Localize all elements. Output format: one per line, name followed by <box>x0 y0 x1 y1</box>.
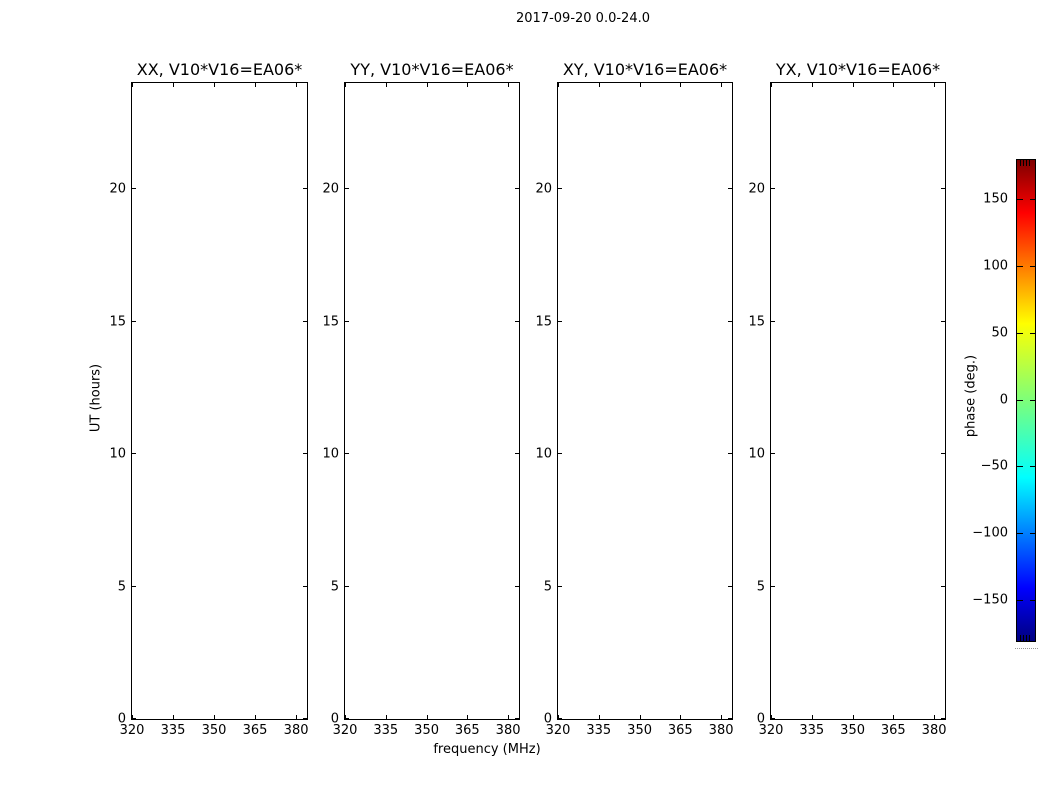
y-tick-mark <box>771 321 775 322</box>
colorbar-tick-mark <box>1030 400 1035 401</box>
colorbar-tick-label: 50 <box>991 325 1008 341</box>
x-tick-label: 320 <box>332 723 358 738</box>
x-tick-mark <box>255 715 256 719</box>
y-tick-label: 0 <box>330 711 339 727</box>
x-tick-label: 350 <box>627 723 653 738</box>
y-tick-label: 15 <box>748 314 765 329</box>
colorbar-tick-mark <box>1030 333 1035 334</box>
colorbar-tick-mark <box>1017 600 1023 601</box>
colorbar-minor-ticks-bottom <box>1020 635 1032 641</box>
y-tick-mark <box>558 321 562 322</box>
y-tick-label: 20 <box>535 181 552 197</box>
x-tick-mark <box>214 83 215 87</box>
x-tick-mark <box>296 715 297 719</box>
x-tick-mark <box>214 715 215 719</box>
x-tick-mark <box>812 83 813 87</box>
y-tick-label: 10 <box>535 446 552 462</box>
x-tick-label: 320 <box>545 723 571 738</box>
y-tick-label: 0 <box>756 711 765 727</box>
y-tick-mark <box>558 453 562 454</box>
y-tick-label: 15 <box>535 314 552 329</box>
x-tick-label: 320 <box>758 723 784 738</box>
subplot-xy <box>535 60 734 738</box>
colorbar-dotted-edge <box>1015 648 1038 649</box>
y-tick-mark <box>771 718 775 719</box>
subplot-title: XY, V10*V16=EA06* <box>562 60 728 79</box>
y-tick-label: 0 <box>543 711 552 727</box>
colorbar-tick-label: −100 <box>972 525 1008 541</box>
y-tick-mark <box>345 321 349 322</box>
y-tick-mark <box>558 718 562 719</box>
x-tick-mark <box>812 715 813 719</box>
x-tick-mark <box>771 83 772 87</box>
x-tick-label: 335 <box>586 723 612 738</box>
colorbar-tick-label: −50 <box>980 458 1008 474</box>
y-tick-mark <box>941 586 945 587</box>
y-tick-mark <box>941 321 945 322</box>
x-tick-mark <box>132 83 133 87</box>
x-tick-mark <box>853 83 854 87</box>
x-tick-mark <box>467 83 468 87</box>
y-tick-mark <box>558 586 562 587</box>
x-tick-mark <box>599 83 600 87</box>
x-tick-mark <box>173 83 174 87</box>
x-tick-label: 350 <box>414 723 440 738</box>
colorbar-tick-mark <box>1030 533 1035 534</box>
colorbar-tick-mark <box>1017 333 1023 334</box>
x-tick-label: 350 <box>201 723 227 738</box>
colorbar-tick-label: −150 <box>972 592 1008 608</box>
colorbar-tick-mark <box>1017 533 1023 534</box>
x-tick-label: 350 <box>840 723 866 738</box>
x-tick-label: 365 <box>242 723 268 738</box>
y-tick-label: 0 <box>117 711 126 727</box>
x-tick-mark <box>427 83 428 87</box>
subplot-yx <box>748 60 947 738</box>
x-tick-mark <box>558 83 559 87</box>
x-tick-mark <box>427 715 428 719</box>
y-tick-mark <box>345 188 349 189</box>
x-tick-label: 380 <box>921 723 947 738</box>
colorbar-tick-mark <box>1017 466 1023 467</box>
subplot-xx <box>109 60 309 738</box>
x-tick-mark <box>680 715 681 719</box>
y-tick-mark <box>132 586 136 587</box>
y-tick-mark <box>771 453 775 454</box>
x-tick-label: 365 <box>454 723 480 738</box>
x-tick-label: 335 <box>160 723 186 738</box>
x-tick-mark <box>721 83 722 87</box>
x-tick-mark <box>599 715 600 719</box>
x-tick-mark <box>173 715 174 719</box>
x-tick-mark <box>721 715 722 719</box>
x-tick-label: 320 <box>119 723 145 738</box>
x-tick-label: 365 <box>880 723 906 738</box>
x-tick-label: 335 <box>373 723 399 738</box>
y-tick-mark <box>132 188 136 189</box>
x-tick-mark <box>934 83 935 87</box>
x-tick-mark <box>296 83 297 87</box>
y-tick-label: 10 <box>109 446 126 462</box>
y-tick-label: 10 <box>748 446 765 462</box>
y-tick-mark <box>345 586 349 587</box>
x-tick-mark <box>893 83 894 87</box>
y-tick-label: 15 <box>109 314 126 329</box>
y-tick-mark <box>941 188 945 189</box>
x-tick-mark <box>508 715 509 719</box>
subplot-title: YX, V10*V16=EA06* <box>775 60 941 79</box>
colorbar-tick-mark <box>1030 600 1035 601</box>
x-axis-label: frequency (MHz) <box>433 742 541 757</box>
colorbar-gradient <box>1016 159 1036 642</box>
y-tick-label: 5 <box>543 579 552 594</box>
colorbar-tick-label: 100 <box>983 258 1008 274</box>
x-tick-label: 380 <box>708 723 734 738</box>
figure-title: 2017-09-20 0.0-24.0 <box>516 11 650 26</box>
y-axis-label: UT (hours) <box>88 363 104 433</box>
x-tick-mark <box>934 715 935 719</box>
y-tick-label: 20 <box>109 181 126 197</box>
x-tick-label: 380 <box>495 723 521 738</box>
colorbar <box>972 159 1036 642</box>
x-tick-mark <box>640 715 641 719</box>
y-tick-mark <box>558 188 562 189</box>
y-tick-mark <box>345 718 349 719</box>
y-tick-mark <box>771 188 775 189</box>
x-tick-label: 380 <box>283 723 309 738</box>
colorbar-label: phase (deg.) <box>963 354 979 438</box>
x-tick-mark <box>255 83 256 87</box>
subplot-title: XX, V10*V16=EA06* <box>136 60 303 79</box>
y-tick-label: 20 <box>322 181 339 197</box>
x-tick-label: 335 <box>799 723 825 738</box>
x-tick-mark <box>386 715 387 719</box>
x-tick-mark <box>508 83 509 87</box>
colorbar-tick-mark <box>1030 199 1035 200</box>
x-tick-mark <box>853 715 854 719</box>
x-tick-mark <box>467 715 468 719</box>
subplot-title: YY, V10*V16=EA06* <box>350 60 514 79</box>
y-tick-label: 15 <box>322 314 339 329</box>
y-tick-mark <box>941 718 945 719</box>
x-tick-mark <box>345 83 346 87</box>
x-tick-mark <box>680 83 681 87</box>
y-tick-label: 5 <box>330 579 339 594</box>
y-tick-mark <box>132 718 136 719</box>
x-tick-mark <box>386 83 387 87</box>
colorbar-tick-label: 150 <box>983 191 1008 207</box>
y-tick-mark <box>771 586 775 587</box>
y-tick-mark <box>941 453 945 454</box>
colorbar-tick-mark <box>1030 466 1035 467</box>
y-tick-label: 10 <box>322 446 339 462</box>
y-tick-mark <box>132 321 136 322</box>
subplot-yy <box>322 60 521 738</box>
x-tick-mark <box>640 83 641 87</box>
colorbar-tick-mark <box>1017 400 1023 401</box>
colorbar-tick-mark <box>1017 266 1023 267</box>
x-tick-label: 365 <box>667 723 693 738</box>
colorbar-tick-mark <box>1017 199 1023 200</box>
colorbar-tick-mark <box>1030 266 1035 267</box>
y-tick-mark <box>132 453 136 454</box>
y-tick-label: 5 <box>756 579 765 594</box>
colorbar-tick-label: 0 <box>999 392 1008 407</box>
y-tick-mark <box>345 453 349 454</box>
x-tick-mark <box>893 715 894 719</box>
y-tick-label: 20 <box>748 181 765 197</box>
y-tick-label: 5 <box>117 579 126 594</box>
colorbar-minor-ticks-top <box>1020 160 1032 166</box>
